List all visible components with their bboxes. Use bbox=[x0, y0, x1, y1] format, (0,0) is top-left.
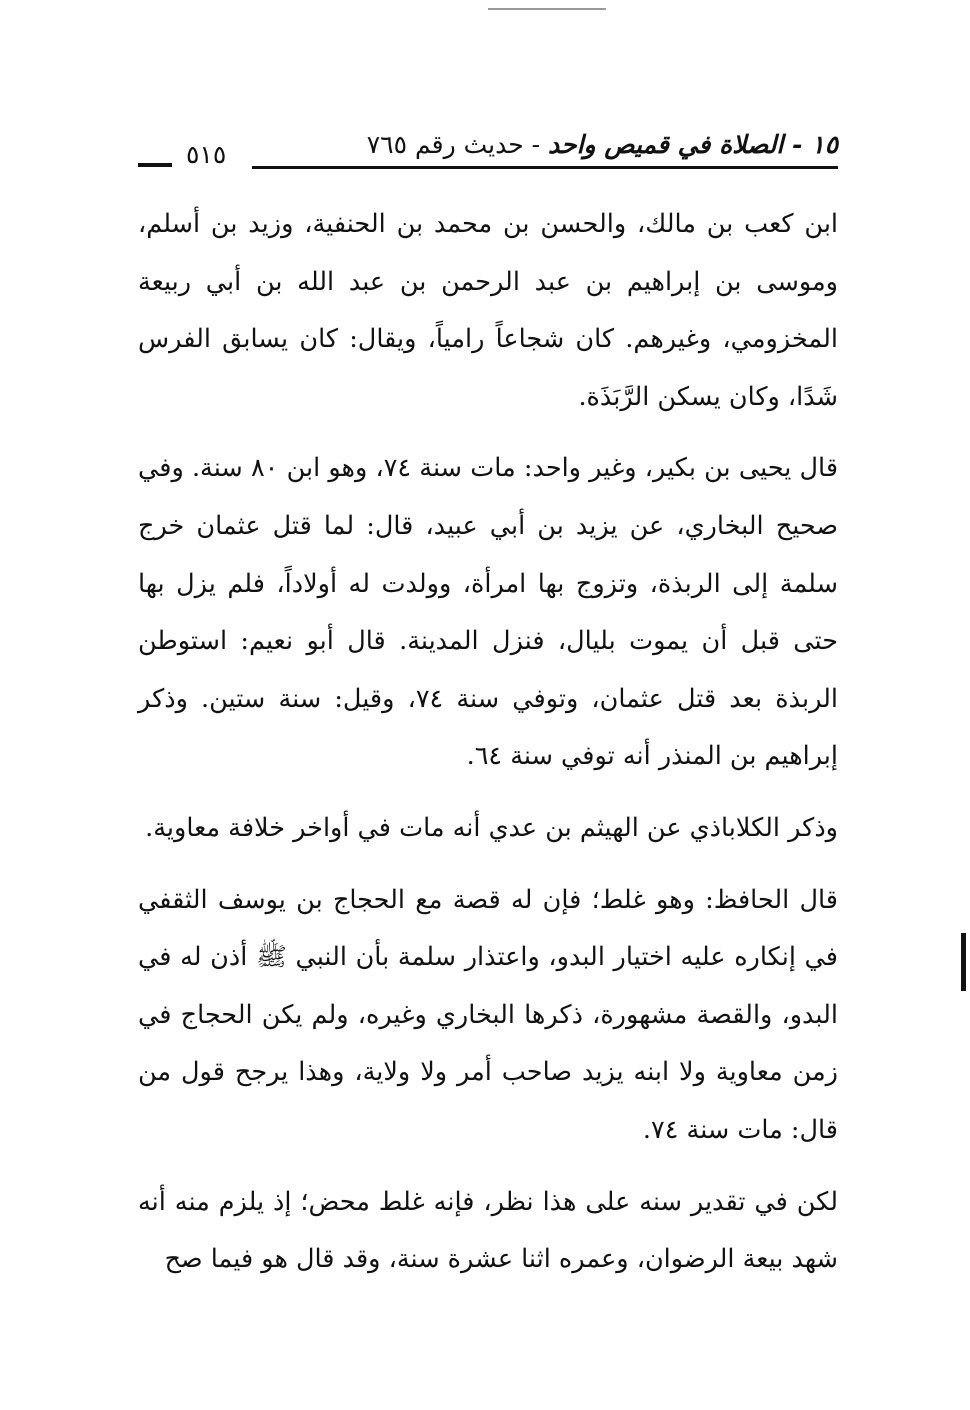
hadith-number: - حديث رقم ٧٦٥ bbox=[366, 130, 549, 159]
paragraph-3: وذكر الكلاباذي عن الهيثم بن عدي أنه مات في أواخر خلافة معاوية. bbox=[145, 812, 838, 843]
body-text bbox=[138, 196, 838, 1303]
header-title bbox=[367, 126, 838, 164]
paragraph-4: قال الحافظ: وهو غلط؛ فإن له قصة مع الحجاج بن يوسف الثقفي في إنكاره عليه اختيار البدو، واعتذار سلمة بأن النبي ﷺ أذن له في البدو، والقصة مشهورة، ذكرها البخاري وغيره، ولم يكن الحجاج في زمن معاوية ولا ابنه يزيد صاحب أمر ولا ولاية، وهذا يرجح قول من قال: مات سنة ٧٤. bbox=[138, 884, 838, 1145]
top-decorative-rule bbox=[488, 8, 606, 10]
page-number-dash bbox=[138, 163, 172, 167]
margin-mark bbox=[961, 933, 966, 991]
paragraph-1: ابن كعب بن مالك، والحسن بن محمد بن الحنفية، وزيد بن أسلم، وموسى بن إبراهيم بن عبد الرحمن بن عبد الله بن أبي ربيعة المخزومي، وغيرهم. كان شجاعاً رامياً، ويقال: كان يسابق الفرس شَدًا، وكان يسكن الرَّبَذَة. bbox=[138, 209, 838, 412]
paragraph-2: قال يحيى بن بكير، وغير واحد: مات سنة ٧٤، وهو ابن ٨٠ سنة. وفي صحيح البخاري، عن يزيد بن أبي عبيد، قال: لما قتل عثمان خرج سلمة إلى الربذة، وتزوج بها امرأة، وولدت له أولاداً، فلم يزل بها حتى قبل أن يموت بليال، فنزل المدينة. قال أبو نعيم: استوطن الربذة بعد قتل عثمان، وتوفي سنة ٧٤، وقيل: سنة ستين. وذكر إبراهيم بن المنذر أنه توفي سنة ٦٤. bbox=[138, 453, 839, 772]
page-number: ٥١٥ bbox=[186, 140, 227, 169]
paragraph-5: لكن في تقدير سنه على هذا نظر، فإنه غلط محض؛ إذ يلزم منه أنه شهد بيعة الرضوان، وعمره اثنا عشرة سنة، وقد قال هو فيما صح bbox=[138, 1186, 838, 1275]
running-header bbox=[138, 126, 838, 178]
chapter-title: ١٥ - الصلاة في قميص واحد bbox=[548, 130, 838, 159]
header-rule bbox=[252, 166, 838, 169]
